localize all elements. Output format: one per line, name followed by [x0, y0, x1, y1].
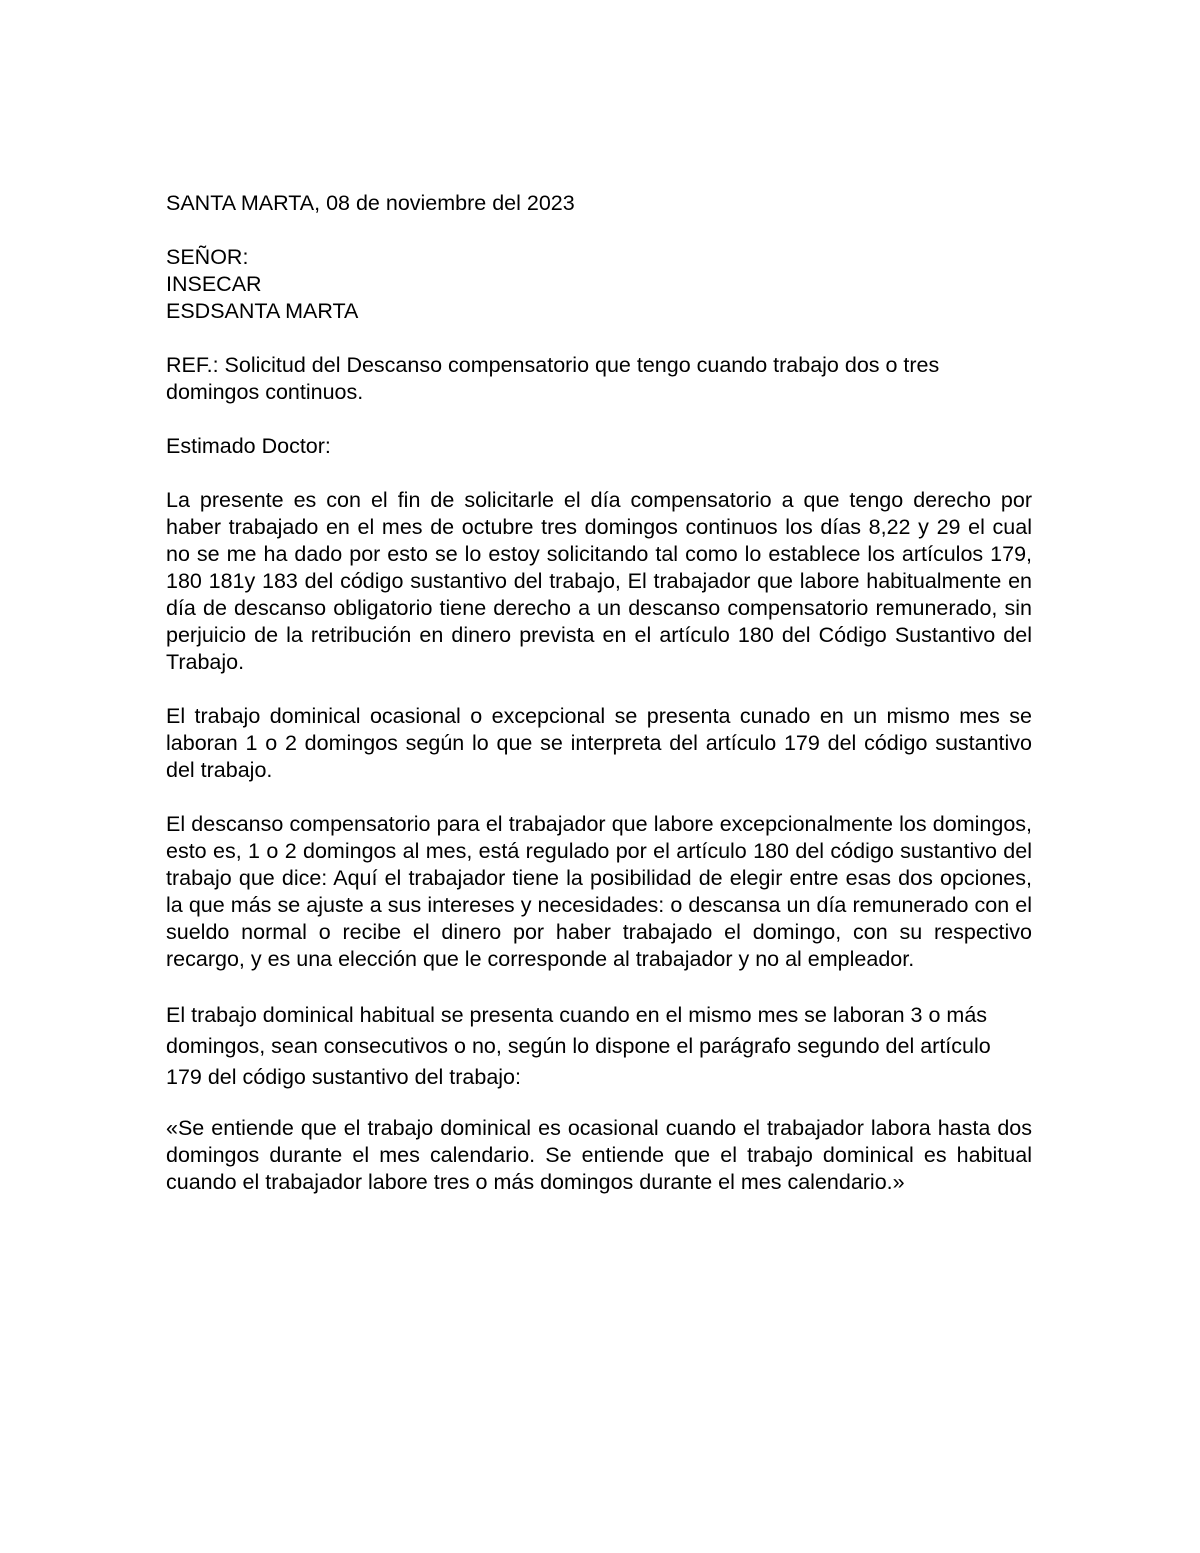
paragraph-compensatory-rest: El descanso compensatorio para el trabajador que labore excepcionalmente los domingos, esto es, 1 o 2 domingos al mes, está regulado por el artículo 180 del código sustantivo del trabajo que dice: Aquí el trabajador tiene la posibilidad de elegir entre esas dos opciones, la que más se ajuste a sus intereses y necesidades: o descansa un día remunerado con el sueldo normal o recibe el dinero por haber trabajado el domingo, con su respectivo recargo, y es una elección que le corresponde al trabajador y no al empleador.	[166, 812, 1032, 971]
recipient-branch: ESDSANTA MARTA	[166, 299, 359, 323]
recipient-block	[166, 244, 1032, 325]
letter-body	[166, 190, 1032, 1223]
paragraph-occasional-work: El trabajo dominical ocasional o excepcional se presenta cunado en un mismo mes se laboran 1 o 2 domingos según lo que se interpreta del artículo 179 del código sustantivo del trabajo.	[166, 704, 1032, 782]
reference-line: REF.: Solicitud del Descanso compensatorio que tengo cuando trabajo dos o tres domingos continuos.	[166, 353, 940, 404]
paragraph-request: La presente es con el fin de solicitarle el día compensatorio a que tengo derecho por haber trabajado en el mes de octubre tres domingos continuos los días 8,22 y 29 el cual no se me ha dado por esto se lo estoy solicitando tal como lo establece los artículos 179, 180 181y 183 del código sustantivo del trabajo, El trabajador que labore habitualmente en día de descanso obligatorio tiene derecho a un descanso compensatorio remunerado, sin perjuicio de la retribución en dinero prevista en el artículo 180 del Código Sustantivo del Trabajo.	[166, 488, 1032, 674]
greeting: Estimado Doctor:	[166, 434, 331, 458]
paragraph-legal-quote: «Se entiende que el trabajo dominical es ocasional cuando el trabajador labora hasta dos domingos durante el mes calendario. Se entiende que el trabajo dominical es habitual cuando el trabajador labore tres o más domingos durante el mes calendario.»	[166, 1116, 1032, 1194]
paragraph-habitual-work: El trabajo dominical habitual se presenta cuando en el mismo mes se laboran 3 o más domingos, sean consecutivos o no, según lo dispone el parágrafo segundo del artículo 179 del código sustantivo del trabajo:	[166, 1003, 991, 1089]
recipient-company: INSECAR	[166, 272, 262, 296]
recipient-salutation: SEÑOR:	[166, 245, 249, 269]
date-line: SANTA MARTA, 08 de noviembre del 2023	[166, 191, 575, 215]
